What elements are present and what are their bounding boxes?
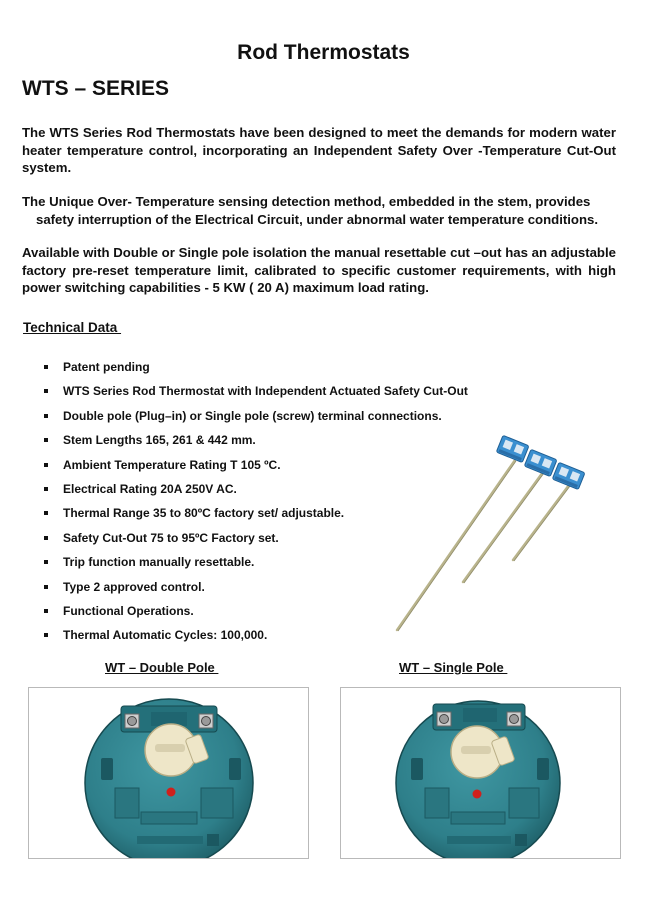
list-item: Ambient Temperature Rating T 105 ºC. <box>44 455 468 479</box>
sensing-paragraph-line-2: safety interruption of the Electrical Circuit, under abnormal water temperature conditions. <box>36 211 599 227</box>
list-item: Patent pending <box>44 357 468 381</box>
list-item: Type 2 approved control. <box>44 577 468 601</box>
double-pole-caption: WT – Double Pole <box>105 660 219 675</box>
single-pole-thermostat-photo <box>341 688 620 858</box>
intro-paragraph: The WTS Series Rod Thermostats have been designed to meet the demands for modern water heater temperature control, incorporating an Independent Safety Over -Temperature Cut-Out system. <box>22 125 616 175</box>
sensing-paragraph-line-1: The Unique Over- Temperature sensing detection method, embedded in the stem, provides <box>22 194 591 209</box>
list-item: Functional Operations. <box>44 601 468 625</box>
page-title: Rod Thermostats <box>237 41 410 64</box>
double-pole-photo-frame <box>28 687 309 859</box>
availability-paragraph: Available with Double or Single pole isolation the manual resettable cut –out has an adjustable factory pre-reset temperature limit, calibrated to specific customer requirements, with high power switching capabilities - 5 KW ( 20 A) maximum load rating. <box>22 245 616 295</box>
list-item: Electrical Rating 20A 250V AC. <box>44 479 468 503</box>
list-item: Trip function manually resettable. <box>44 552 468 576</box>
list-item: Thermal Range 35 to 80ºC factory set/ adjustable. <box>44 503 468 527</box>
list-item: Safety Cut-Out 75 to 95ºC Factory set. <box>44 528 468 552</box>
double-pole-thermostat-photo <box>29 688 308 858</box>
list-item: WTS Series Rod Thermostat with Independent Actuated Safety Cut-Out <box>44 381 468 405</box>
list-item: Double pole (Plug–in) or Single pole (screw) terminal connections. <box>44 406 468 430</box>
list-item: Stem Lengths 165, 261 & 442 mm. <box>44 430 468 454</box>
sensing-paragraph <box>22 193 616 228</box>
rod-thermostats-photo <box>385 430 600 645</box>
series-heading: WTS – SERIES <box>22 77 170 100</box>
single-pole-photo-frame <box>340 687 621 859</box>
single-pole-caption: WT – Single Pole <box>399 660 508 675</box>
technical-data-heading: Technical Data <box>23 320 122 335</box>
list-item: Thermal Automatic Cycles: 100,000. <box>44 625 468 649</box>
